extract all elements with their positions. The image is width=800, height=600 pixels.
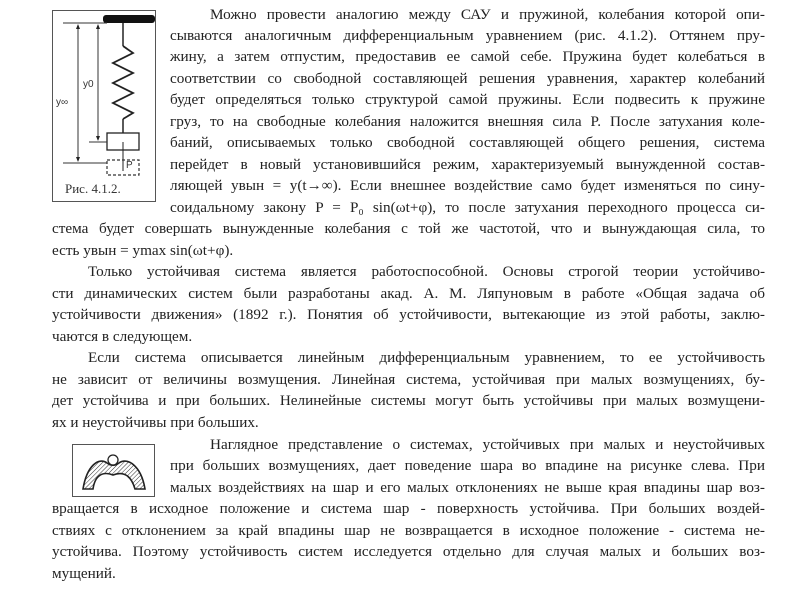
text-line: устойчивости движения» (1892 г.). Понятия об устойчивости, вытекающие из этой работы, заклю- xyxy=(52,306,765,323)
text-line: жину, а затем отпустим, предоставив ее самой себе. Пружина будет колебаться в xyxy=(170,48,765,65)
label-p: P xyxy=(126,160,133,171)
text-line: Можно провести аналогию между САУ и пружиной, колебания которой опи- xyxy=(210,6,765,23)
text-line: устойчива. Поэтому устойчивость систем исследуется отдельно для случая малых и больших воз- xyxy=(52,543,765,560)
text-line: груз, то на свободные колебания наложится внешняя сила P. После затухания коле- xyxy=(170,113,765,130)
text-line: не зависит от величины возмущения. Линейная система, устойчивая при малых возмущениях, бу- xyxy=(52,371,765,388)
text-line: Только устойчивая система является работоспособной. Основы строгой теории устойчиво- xyxy=(88,263,765,280)
text-line: при больших возмущениях, дает поведение шара во впадине на рисунке слева. При xyxy=(170,457,765,474)
text-line: баний, описываемых только свободной составляющей общего решения, система xyxy=(170,134,765,151)
text-line: есть yвын = ymax sin(ωt+φ). xyxy=(52,242,234,259)
text-line: чаются в следующем. xyxy=(52,328,193,345)
text-line: стема будет совершать вынужденные колебания с той же частотой, что и вынуждающая сила, то xyxy=(52,220,765,237)
text-line: соответствии со свободной составляющей решения уравнения, характер колебаний xyxy=(170,70,765,87)
text-line: мущений. xyxy=(52,565,116,582)
text-line: ляющей yвын = y(t→∞). Если внешнее воздействие само будет изменяться по сину- xyxy=(170,177,765,194)
text-line: Если система описывается линейным дифференциальным уравнением, то ее устойчивость xyxy=(88,349,765,366)
text-line: будет определяться только структурой самой пружины. Если подвесить к пружине xyxy=(170,91,765,108)
text-line: сти динамических систем были разработаны акад. А. М. Ляпуновым в работе «Общая задача об xyxy=(52,285,765,302)
figure-caption: Рис. 4.1.2. xyxy=(65,181,121,196)
ball-in-hollow-figure xyxy=(72,444,155,497)
text-line: малых воздействиях на шар и его малых отклонениях не выше края впадины шар воз- xyxy=(170,479,765,496)
text-line: перейдет в новый установившийся режим, характеризуемый вынужденной состав- xyxy=(170,156,765,173)
spring-diagram xyxy=(53,11,155,201)
ball-hollow-diagram xyxy=(73,445,154,496)
spring-figure xyxy=(52,10,156,202)
text-line: ствиях с отклонением за край впадины шар не возвращается в исходное положение - система не- xyxy=(52,522,765,539)
text-line: соидальному закону P = P₀ sin(ωt+φ), то после затухания переходного процесса си- xyxy=(170,199,765,216)
text-line: ях и неустойчивы при больших. xyxy=(52,414,259,431)
text-line: Наглядное представление о системах, устойчивых при малых и неустойчивых xyxy=(210,436,765,453)
text-line: дет устойчива и при больших. Нелинейные системы могут быть устойчивы при малых возмущени- xyxy=(52,392,765,409)
label-y-infinity: y∞ xyxy=(56,97,69,108)
text-line: вращается в исходное положение и система шар - поверхность устойчива. При больших воздей- xyxy=(52,500,765,517)
text-line: сываются аналогичным дифференциальным уравнением (рис. 4.1.2). Оттянем пру- xyxy=(170,27,765,44)
label-y0: y0 xyxy=(83,79,94,90)
